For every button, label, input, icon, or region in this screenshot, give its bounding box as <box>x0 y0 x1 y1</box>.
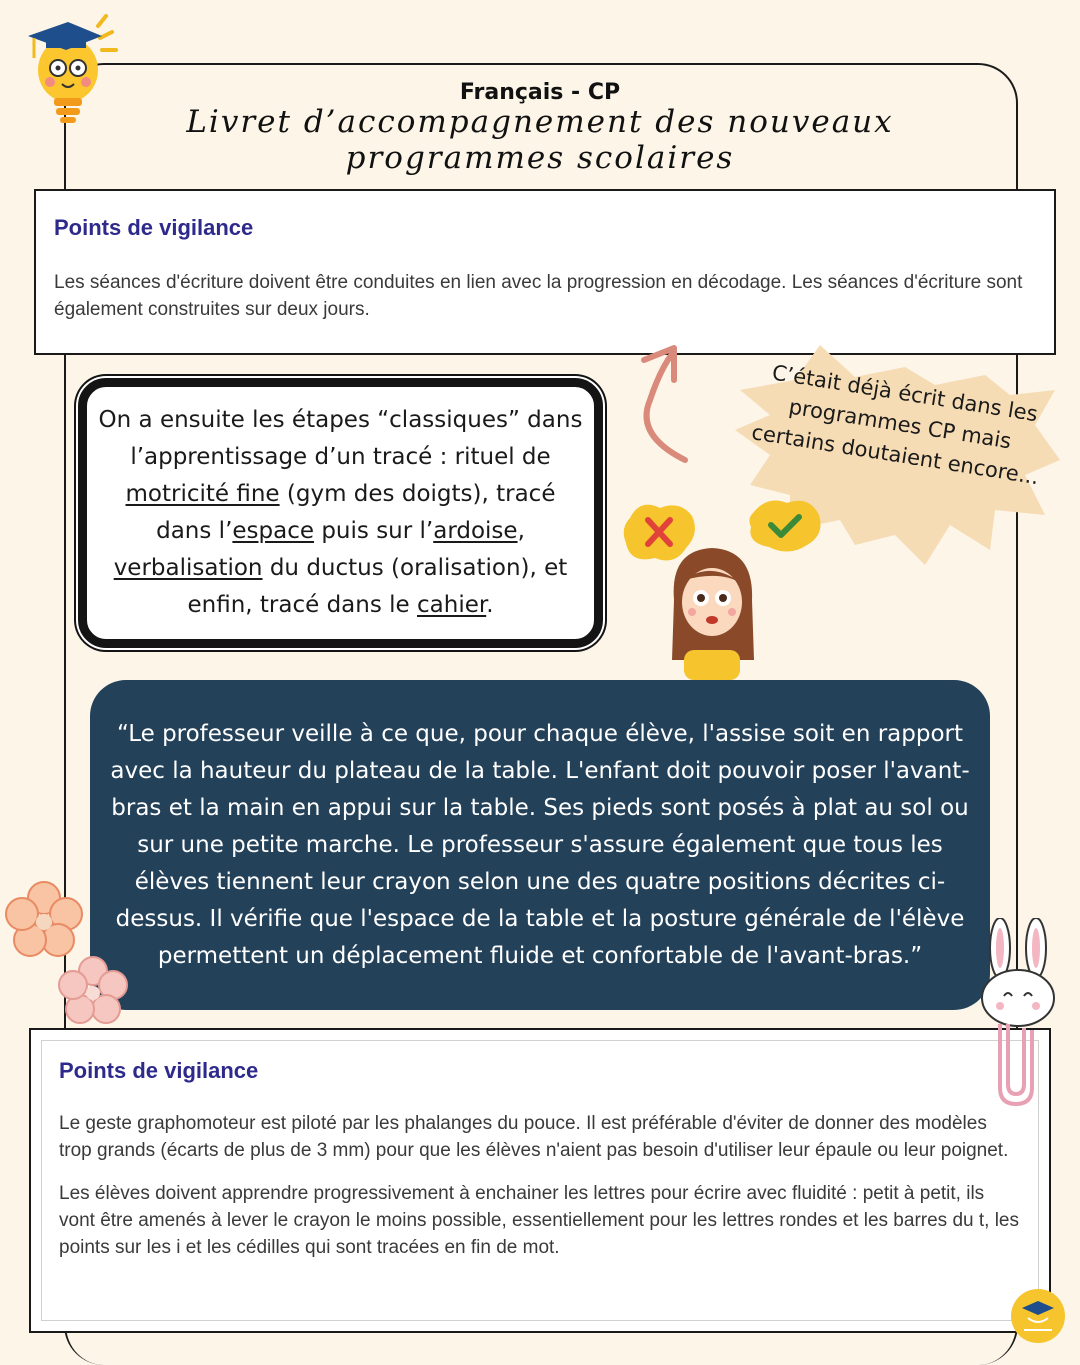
flower-icon <box>4 880 84 960</box>
arrow-icon <box>630 340 710 470</box>
steps-box <box>78 378 603 648</box>
steps-text <box>97 402 584 624</box>
steps-text-part: . <box>486 592 494 618</box>
vigilance-title: Points de vigilance <box>54 215 254 240</box>
bubble-text: C’était déjà écrit dans les programmes CP mais certains doutaient encore... <box>749 360 1041 490</box>
vigilance-box-bottom <box>29 1028 1051 1333</box>
girl-icon <box>662 540 762 680</box>
quote-box <box>90 680 990 1010</box>
vigilance-text: Les séances d'écriture doivent être conduites en lien avec la progression en décodage. Les séances d'écriture sont également construites sur deux jours. <box>54 272 1023 320</box>
steps-text-part: du ductus (oralisation), et enfin, tracé dans le <box>187 555 568 618</box>
vigilance-box-top <box>34 189 1056 355</box>
underlined-term: espace <box>232 518 315 544</box>
quote-text: “Le professeur veille à ce que, pour chaque élève, l'assise soit en rapport avec la hauteur du plateau de la table. L'enfant doit pouvoir poser l'avant-bras et la main en appui sur la table. Ses pieds sont posés à plat au sol ou sur une petite marche. Le professeur s'assure également que tous les élèves tiennent leur crayon selon une des quatre positions décrites ci-dessus. Il vérifie que l'espace de la table et la posture générale de l'élève permettent un déplacement fluide et confortable de l'avant-bras.” <box>110 720 970 969</box>
vigilance-text: Les élèves doivent apprendre progressivement à enchainer les lettres pour écrire avec fluidité : petit à petit, ils vont être amenés à lever le crayon le moins possible, essentiellement pour les lettres rondes et les barres du t, les points sur les i et les cédilles qui sont tracées en fin de mot. <box>59 1183 1019 1258</box>
logo-icon <box>1010 1288 1066 1344</box>
underlined-term: verbalisation <box>113 555 263 581</box>
page-title: Livret d’accompagnement des nouveaux programmes scolaires <box>186 104 894 176</box>
steps-text-part: On a ensuite les étapes “classiques” dans l’apprentissage d’un tracé : rituel de <box>98 407 583 470</box>
underlined-term: motricité fine <box>125 481 280 507</box>
vigilance-text: Le geste graphomoteur est piloté par les phalanges du pouce. Il est préférable d'éviter de donner des modèles trop grands (écarts de plus de 3 mm) pour que les élèves n'aient pas besoin d'utiliser leur épaule ou leur poignet. <box>59 1113 1009 1161</box>
bunny-clip-icon <box>970 918 1065 1108</box>
flower-icon <box>58 955 128 1030</box>
steps-text-part: puis sur l’ <box>314 518 434 544</box>
vigilance-title: Points de vigilance <box>59 1058 259 1083</box>
steps-text-part: (gym des doigts), tracé dans l’ <box>156 481 556 544</box>
subject-heading: Français - CP <box>459 80 621 105</box>
underlined-term: ardoise <box>433 518 518 544</box>
steps-text-part: , <box>517 518 525 544</box>
underlined-term: cahier <box>417 592 487 618</box>
